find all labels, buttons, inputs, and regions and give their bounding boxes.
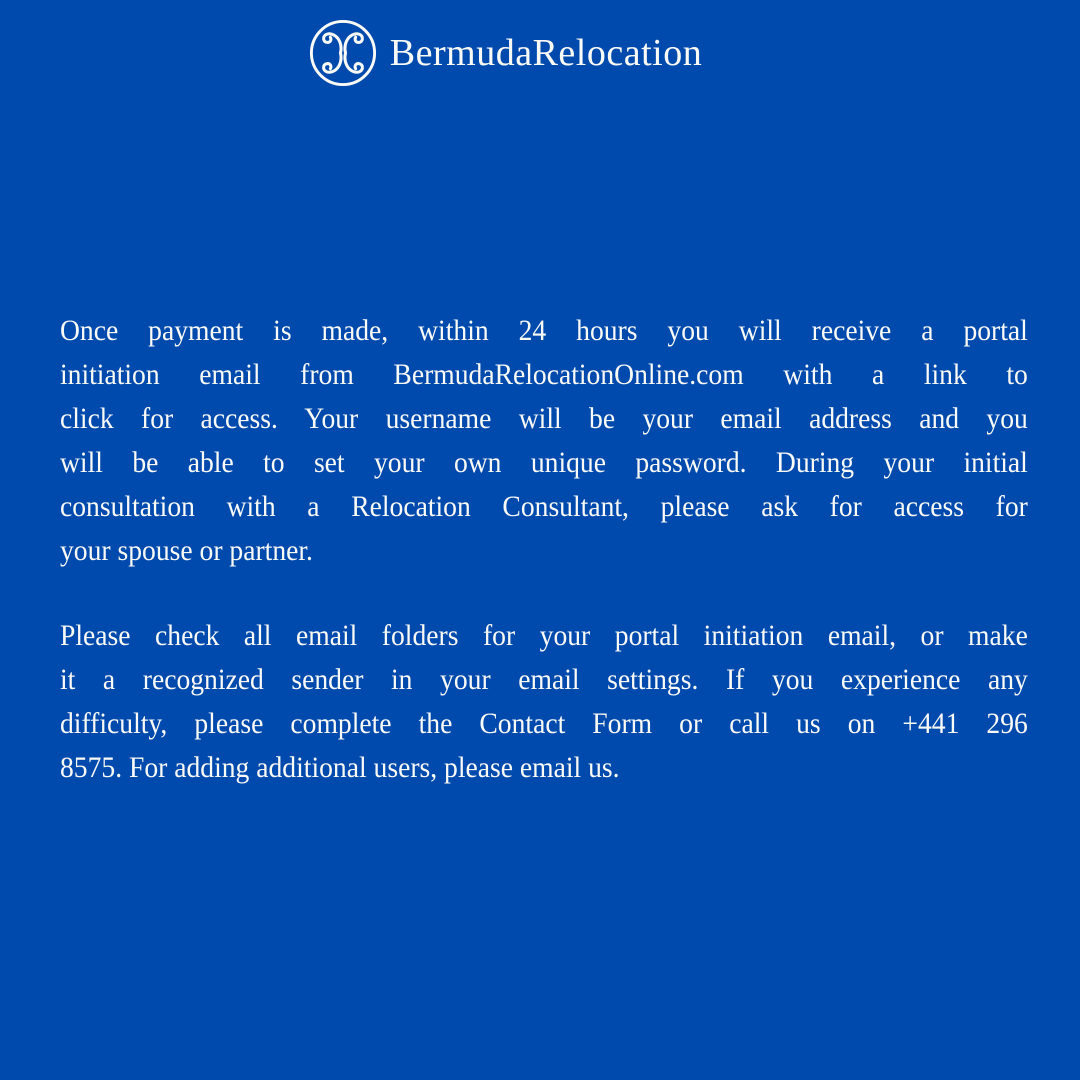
text-line: Once payment is made, within 24 hours you will receive a portal	[60, 314, 1028, 347]
text-line: will be able to set your own unique password. During your initial	[60, 446, 1028, 479]
circular-scroll-monogram-icon	[308, 18, 378, 88]
body-copy	[60, 309, 1028, 790]
brand-logo	[0, 18, 1045, 88]
body-paragraph-1	[60, 309, 1028, 573]
text-line: click for access. Your username will be your email address and you	[60, 402, 1028, 435]
text-line: your spouse or partner.	[60, 534, 313, 567]
body-paragraph-2	[60, 614, 1028, 790]
brand-wordmark: BermudaRelocation	[389, 32, 703, 74]
text-line: it a recognized sender in your email settings. If you experience any	[60, 663, 1028, 696]
text-line: 8575. For adding additional users, please email us.	[60, 751, 620, 784]
text-line: initiation email from BermudaRelocationOnline.com with a link to	[60, 358, 1028, 391]
text-line: difficulty, please complete the Contact Form or call us on +441 296	[60, 707, 1028, 740]
text-line: consultation with a Relocation Consultant, please ask for access for	[60, 490, 1028, 523]
text-line: Please check all email folders for your portal initiation email, or make	[60, 619, 1028, 652]
